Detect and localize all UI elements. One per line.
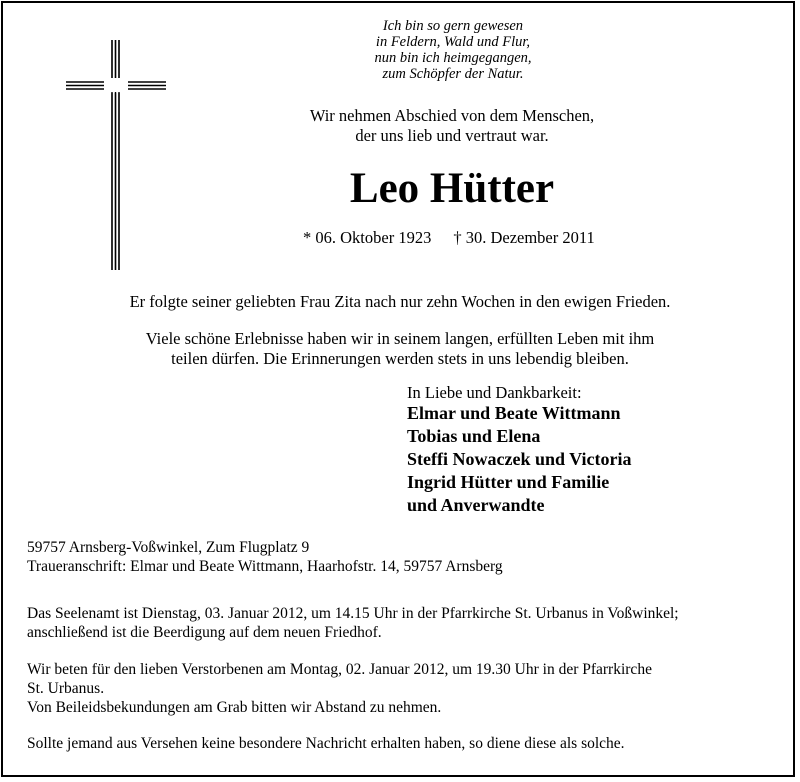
life-dates xyxy=(303,228,595,248)
birth-date: * 06. Oktober 1923 xyxy=(303,228,432,247)
prayer-line: Von Beileidsbekundungen am Grab bitten wir Abstand zu nehmen. xyxy=(27,699,442,716)
poem-line: Ich bin so gern gewesen xyxy=(382,18,524,34)
cross-icon xyxy=(66,40,166,270)
paragraph-line: teilen dürfen. Die Erinnerungen werden stets in uns lebendig bleiben. xyxy=(171,349,629,368)
mourner-name: Tobias und Elena xyxy=(407,426,541,446)
paragraph-wife: Er folgte seiner geliebten Frau Zita nach nur zehn Wochen in den ewigen Frieden. xyxy=(129,292,671,311)
mourner-name: und Anverwandte xyxy=(407,495,545,515)
address-line: 59757 Arnsberg-Voßwinkel, Zum Flugplatz 9 xyxy=(27,539,310,556)
prayer-line: St. Urbanus. xyxy=(27,680,105,697)
prayer-info xyxy=(27,660,767,717)
intro-line: der uns lieb und vertraut war. xyxy=(355,126,549,145)
poem-line: nun bin ich heimgegangen, xyxy=(374,50,532,66)
address-block xyxy=(27,538,767,576)
closing-note: Sollte jemand aus Versehen keine besondere Nachricht erhalten haben, so diene diese als solche. xyxy=(27,735,625,752)
mourner-name: Steffi Nowaczek und Victoria xyxy=(407,449,632,469)
funeral-line: Das Seelenamt ist Dienstag, 03. Januar 2012, um 14.15 Uhr in der Pfarrkirche St. Urbanus in Voßwinkel; xyxy=(27,605,679,622)
funeral-info xyxy=(27,604,767,642)
farewell-intro xyxy=(262,106,642,146)
signature-intro: In Liebe und Dankbarkeit: xyxy=(407,383,582,402)
mourner-name: Elmar und Beate Wittmann xyxy=(407,403,621,423)
poem-line: zum Schöpfer der Natur. xyxy=(382,66,524,82)
deceased-name: Leo Hütter xyxy=(349,165,555,212)
funeral-line: anschließend ist die Beerdigung auf dem neuen Friedhof. xyxy=(27,624,382,641)
address-line: Traueranschrift: Elmar und Beate Wittmann, Haarhofstr. 14, 59757 Arnsberg xyxy=(27,558,503,575)
intro-line: Wir nehmen Abschied von dem Menschen, xyxy=(309,106,595,125)
mourner-name: Ingrid Hütter und Familie xyxy=(407,472,610,492)
poem xyxy=(300,18,606,82)
death-date: † 30. Dezember 2011 xyxy=(453,228,595,247)
mourners-list xyxy=(407,402,631,517)
prayer-line: Wir beten für den lieben Verstorbenen am Montag, 02. Januar 2012, um 19.30 Uhr in der Pfarrkirche xyxy=(27,661,652,678)
paragraph-line: Viele schöne Erlebnisse haben wir in seinem langen, erfüllten Leben mit ihm xyxy=(145,329,655,348)
paragraph-memories xyxy=(60,329,740,369)
poem-line: in Feldern, Wald und Flur, xyxy=(375,34,531,50)
